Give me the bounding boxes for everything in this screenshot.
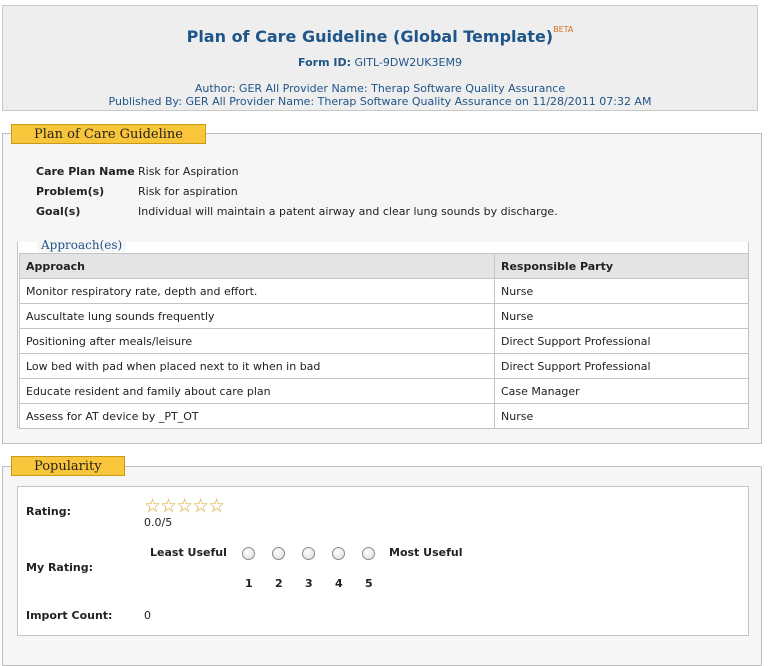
approach-cell: Monitor respiratory rate, depth and effort.: [20, 279, 495, 304]
approach-cell: Auscultate lung sounds frequently: [20, 304, 495, 329]
form-id-label: Form ID:: [298, 56, 351, 69]
form-header: [2, 5, 758, 111]
table-row: [20, 404, 749, 429]
author-line: Author: GER All Provider Name: Therap Software Quality Assurance: [194, 82, 566, 95]
import-count-label: Import Count:: [26, 609, 113, 622]
care-plan-name-value: Risk for Aspiration: [138, 165, 239, 178]
guideline-section: [2, 133, 762, 444]
party-cell: Direct Support Professional: [495, 329, 749, 354]
rating-label: Rating:: [26, 505, 72, 518]
approach-cell: Low bed with pad when placed next to it when in bad: [20, 354, 495, 379]
rating-radio-3[interactable]: [302, 547, 315, 560]
party-cell: Nurse: [495, 404, 749, 429]
popularity-section-tab: Popularity: [11, 456, 125, 476]
approach-cell: Assess for AT device by _PT_OT: [20, 404, 495, 429]
least-useful-label: Least Useful: [150, 546, 227, 559]
rating-value: 0.0/5: [144, 516, 173, 529]
goals-label: Goal(s): [36, 205, 81, 218]
star-rating-icon: ☆☆☆☆☆: [144, 495, 225, 517]
table-row: [20, 304, 749, 329]
party-cell: Direct Support Professional: [495, 354, 749, 379]
rating-option-label: 5: [365, 577, 373, 590]
popularity-panel: [17, 486, 749, 636]
title-text: Plan of Care Guideline (Global Template): [186, 27, 554, 46]
guideline-section-tab: Plan of Care Guideline: [11, 124, 206, 144]
popularity-section: [2, 466, 762, 666]
party-cell: Case Manager: [495, 379, 749, 404]
rating-radio-1[interactable]: [242, 547, 255, 560]
rating-option-label: 3: [305, 577, 313, 590]
rating-radio-4[interactable]: [332, 547, 345, 560]
page-title: [3, 24, 757, 46]
published-line: Published By: GER All Provider Name: Therap Software Quality Assurance on 11/28/2011 07:32 AM: [108, 95, 652, 108]
table-row: [20, 329, 749, 354]
rating-radio-5[interactable]: [362, 547, 375, 560]
party-cell: Nurse: [495, 279, 749, 304]
table-header-row: [20, 254, 749, 279]
problems-value: Risk for aspiration: [138, 185, 238, 198]
party-cell: Nurse: [495, 304, 749, 329]
rating-radio-2[interactable]: [272, 547, 285, 560]
table-row: [20, 379, 749, 404]
rating-option-label: 2: [275, 577, 283, 590]
approach-cell: Positioning after meals/leisure: [20, 329, 495, 354]
approaches-table: [19, 253, 749, 429]
import-count-value: 0: [144, 609, 151, 622]
column-header-approach: Approach: [20, 254, 495, 279]
most-useful-label: Most Useful: [389, 546, 463, 559]
rating-option-label: 4: [335, 577, 343, 590]
beta-badge: BETA: [553, 24, 574, 34]
form-id: [3, 56, 757, 69]
rating-option-label: 1: [245, 577, 253, 590]
table-row: [20, 354, 749, 379]
care-plan-name-label: Care Plan Name: [36, 165, 135, 178]
my-rating-label: My Rating:: [26, 561, 93, 574]
goals-value: Individual will maintain a patent airway and clear lung sounds by discharge.: [138, 205, 558, 218]
table-row: [20, 279, 749, 304]
column-header-responsible-party: Responsible Party: [495, 254, 749, 279]
approaches-legend: Approach(es): [37, 238, 126, 252]
form-id-value: GITL-9DW2UK3EM9: [354, 56, 462, 69]
approach-cell: Educate resident and family about care plan: [20, 379, 495, 404]
problems-label: Problem(s): [36, 185, 105, 198]
